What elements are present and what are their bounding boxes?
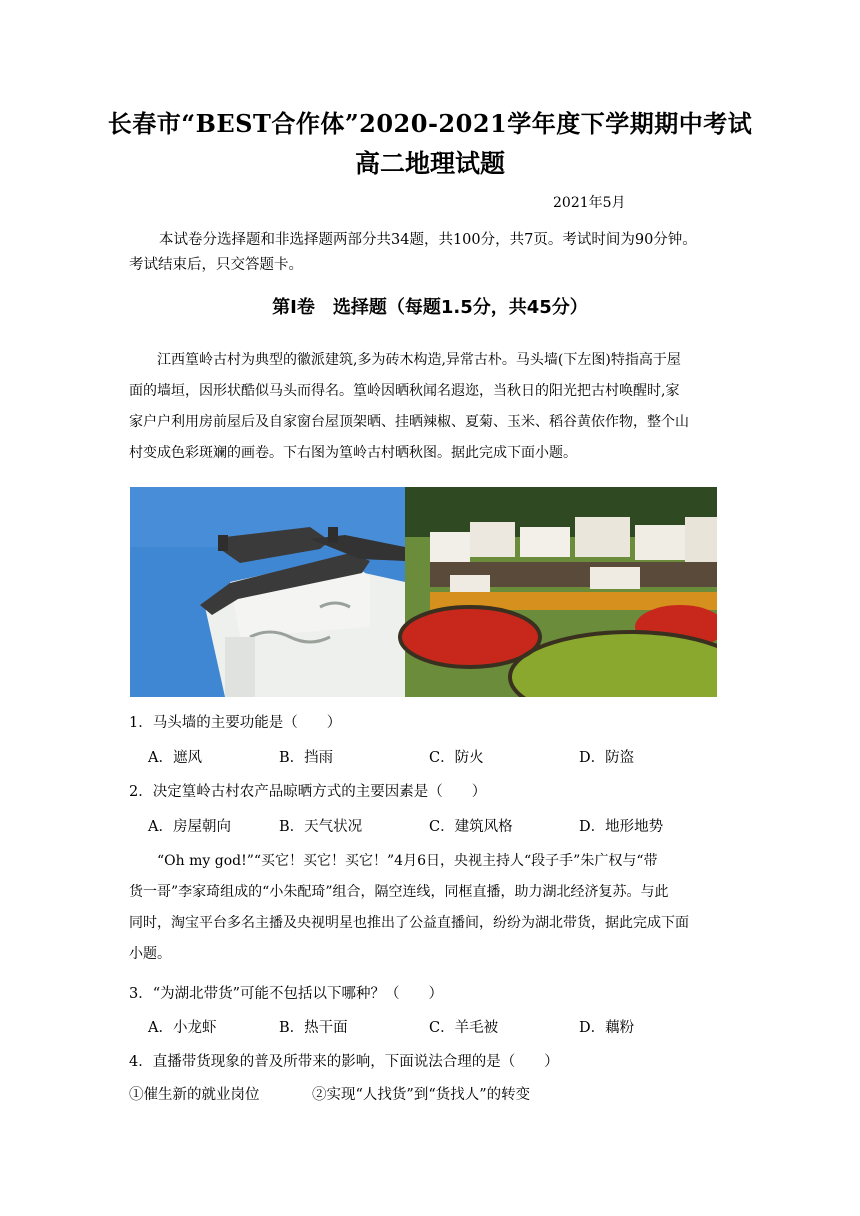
section-title: 第Ⅰ卷 选择题（每题1.5分，共45分） [272, 297, 588, 318]
q2-option-c: C．建筑风格 [429, 819, 513, 835]
q3-option-b: B．热干面 [279, 1020, 348, 1036]
q4-statement-1: ①催生新的就业岗位 [129, 1087, 260, 1103]
q2-option-d: D．地形地势 [579, 819, 664, 835]
q1-option-a: A．遮风 [148, 750, 202, 766]
passage2-line-3: 同时，淘宝平台多名主播及央视明星也推出了公益直播间，纷纷为湖北带货，据此完成下面 [129, 915, 689, 931]
passage2-line-4: 小题。 [129, 946, 171, 962]
q3-option-d: D．藕粉 [579, 1020, 635, 1036]
q3-option-c: C．羊毛被 [429, 1020, 499, 1036]
question-3: 3．“为湖北带货”可能不包括以下哪种？（ ） [129, 986, 444, 1002]
q1-option-c: C．防火 [429, 750, 484, 766]
q3-option-a: A．小龙虾 [148, 1020, 217, 1036]
passage1-line-4: 村变成色彩斑斓的画卷。下右图为篁岭古村晒秋图。据此完成下面小题。 [129, 445, 577, 461]
passage-huangling [129, 345, 729, 469]
passage1-line-1: 江西篁岭古村为典型的徽派建筑,多为砖木构造,异常古朴。马头墙(下左图)特指高于屋 [157, 352, 681, 368]
passage-livestream [129, 846, 729, 970]
exam-title: 长春市“BEST合作体”2020-2021学年度下学期期中考试 [107, 109, 753, 138]
passage2-line-1: “Oh my god!”“买它！买它！买它！”4月6日，央视主持人“段子手”朱广权与“带 [157, 853, 658, 869]
instructions-line-1: 本试卷分选择题和非选择题两部分共34题，共100分，共7页。考试时间为90分钟。 [159, 232, 697, 248]
q1-option-b: B．挡雨 [279, 750, 334, 766]
passage1-line-3: 家户户利用房前屋后及自家窗台屋顶架晒、挂晒辣椒、夏菊、玉米、稻谷黄依作物，整个山 [129, 414, 689, 430]
passage-photos [130, 487, 717, 697]
horse-head-wall-photo [130, 487, 405, 697]
q2-option-a: A．房屋朝向 [148, 819, 231, 835]
exam-subtitle: 高二地理试题 [354, 149, 505, 178]
q2-option-b: B．天气状况 [279, 819, 363, 835]
passage1-line-2: 面的墙垣，因形状酷似马头而得名。篁岭因晒秋闻名遐迩，当秋日的阳光把古村唤醒时,家 [129, 383, 680, 399]
instructions-line-2: 考试结束后，只交答题卡。 [129, 257, 303, 273]
q4-statement-2: ②实现“人找货”到“货找人”的转变 [312, 1087, 531, 1103]
question-1: 1．马头墙的主要功能是（ ） [129, 715, 342, 731]
exam-instructions [129, 228, 729, 278]
passage2-line-2: 货一哥”李家琦组成的“小朱配琦”组合，隔空连线，同框直播，助力湖北经济复苏。与此 [129, 884, 669, 900]
question-2: 2．决定篁岭古村农产品晾晒方式的主要因素是（ ） [129, 784, 487, 800]
autumn-drying-photo [400, 487, 717, 697]
question-4: 4．直播带货现象的普及所带来的影响，下面说法合理的是（ ） [129, 1054, 559, 1070]
q1-option-d: D．防盗 [579, 750, 635, 766]
exam-date: 2021年5月 [553, 195, 626, 211]
